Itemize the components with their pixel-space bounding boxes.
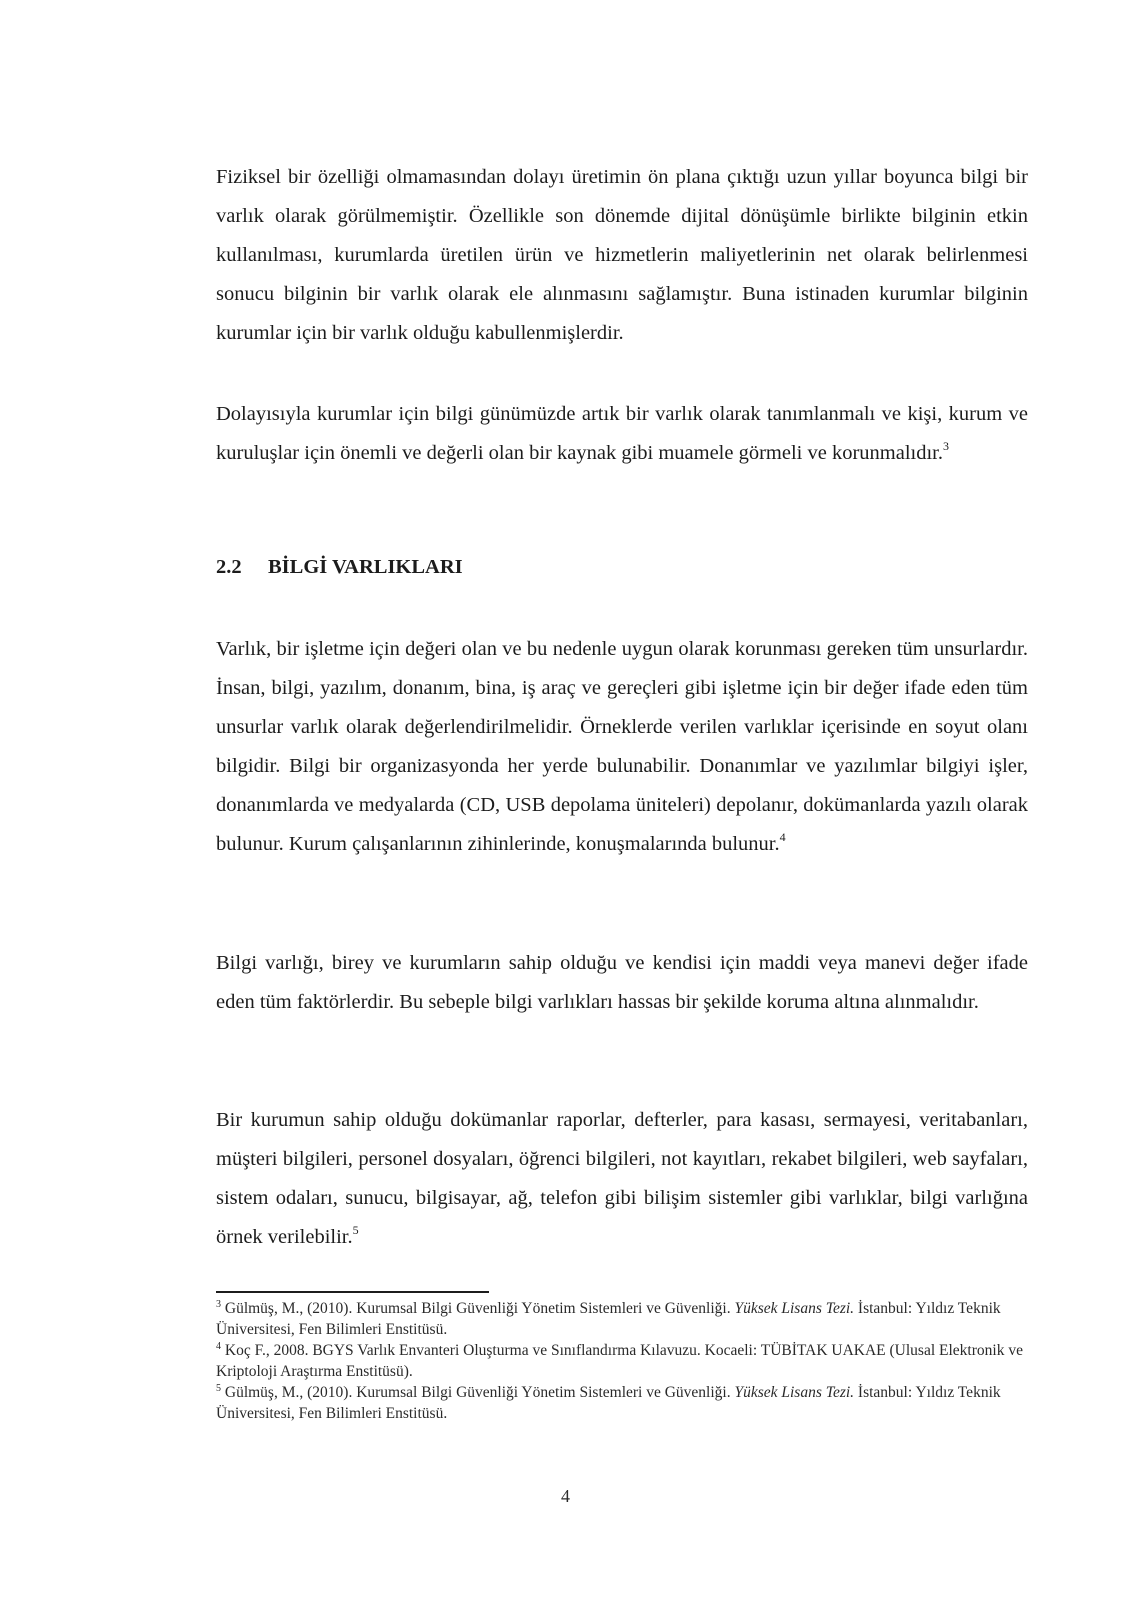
footnote-reference[interactable]: 4 xyxy=(779,830,786,844)
footnote-text: Koç F., 2008. BGYS Varlık Envanteri Oluşturma ve Sınıflandırma Kılavuzu. Kocaeli: TÜBİTAK UAKAE (Ulusal Elektronik ve Kriptoloji Araştırma Enstitüsü). xyxy=(216,1342,1023,1380)
paragraph: Bir kurumun sahip olduğu dokümanlar raporlar, defterler, para kasası, sermayesi, veritabanları, müşteri bilgileri, personel dosyaları, öğrenci bilgileri, not kayıtları, rekabet bilgileri, web sayfaları, sistem odaları, sunucu, bilgisayar, ağ, telefon gibi bilişim sistemler gibi varlıklar, bilgi varlığına örnek verilebilir.$^5$ xyxy=(216,1109,1028,1248)
section-title: BİLGİ VARLIKLARI xyxy=(268,556,463,578)
footnote-mark: 5 xyxy=(216,1383,221,1394)
paragraph: Dolayısıyla kurumlar için bilgi günümüzde artık bir varlık olarak tanımlanmalı ve kişi, kurum ve kuruluşlar için önemli ve değerli olan bir kaynak gibi muamele görmeli ve korunmalıdır.$^3$ xyxy=(216,403,1028,464)
footnote-text: İstanbul: Yıldız Teknik Üniversitesi, Fen Bilimleri Enstitüsü. xyxy=(216,1384,1001,1422)
paragraph: Fiziksel bir özelliği olmamasından dolayı üretimin ön plana çıktığı uzun yıllar boyunca bilgi bir varlık olarak görülmemiştir. Özellikle son dönemde dijital dönüşümle birlikte bilginin etkin kullanılması, kurumlarda üretilen ürün ve hizmetlerin maliyetlerinin net olarak belirlenmesi sonucu bilginin bir varlık olarak ele alınmasını sağlamıştır. Buna istinaden kurumlar bilginin kurumlar için bir varlık olduğu kabullenmişlerdir. xyxy=(216,166,1028,344)
footnote xyxy=(216,1298,1028,1340)
footnote-italic: Yüksek Lisans Tezi. xyxy=(734,1384,855,1401)
paragraph: Varlık, bir işletme için değeri olan ve bu nedenle uygun olarak korunması gereken tüm unsurlardır. İnsan, bilgi, yazılım, donanım, bina, iş araç ve gereçleri gibi işletme için bir değer ifade eden tüm unsurlar varlık olarak değerlendirilmelidir. Örneklerde verilen varlıklar içerisinde en soyut olanı bilgidir. Bilgi bir organizasyonda her yerde bulunabilir. Donanımlar ve yazılımlar bilgiyi işler, donanımlarda ve medyalarda (CD, USB depolama üniteleri) depolanır, dokümanlarda yazılı olarak bulunur. Kurum çalışanlarının zihinlerinde, konuşmalarında bulunur.$^4$ xyxy=(216,638,1028,855)
paragraph: Bilgi varlığı, birey ve kurumların sahip olduğu ve kendisi için maddi veya manevi değer ifade eden tüm faktörlerdir. Bu sebeple bilgi varlıkları hassas bir şekilde koruma altına alınmalıdır. xyxy=(216,952,1028,1013)
footnote-separator xyxy=(216,1291,489,1293)
footnote-mark: 4 xyxy=(216,1341,221,1352)
footnotes xyxy=(216,1298,1028,1424)
footnote xyxy=(216,1382,1028,1424)
footnote-reference[interactable]: 3 xyxy=(943,439,949,453)
footnote-reference[interactable]: 5 xyxy=(352,1223,359,1237)
section-number: 2.2 xyxy=(216,556,242,578)
footnote-text: İstanbul: Yıldız Teknik Üniversitesi, Fen Bilimleri Enstitüsü. xyxy=(216,1300,1001,1338)
footnote-italic: Yüksek Lisans Tezi. xyxy=(734,1300,855,1317)
page-number: 4 xyxy=(561,1486,570,1506)
footnote-text: Gülmüş, M., (2010). Kurumsal Bilgi Güvenliği Yönetim Sistemleri ve Güvenliği. xyxy=(224,1300,731,1317)
section-heading xyxy=(216,552,463,582)
footnote xyxy=(216,1340,1028,1382)
footnote-text: Gülmüş, M., (2010). Kurumsal Bilgi Güvenliği Yönetim Sistemleri ve Güvenliği. xyxy=(224,1384,731,1401)
footnote-mark: 3 xyxy=(216,1299,221,1310)
